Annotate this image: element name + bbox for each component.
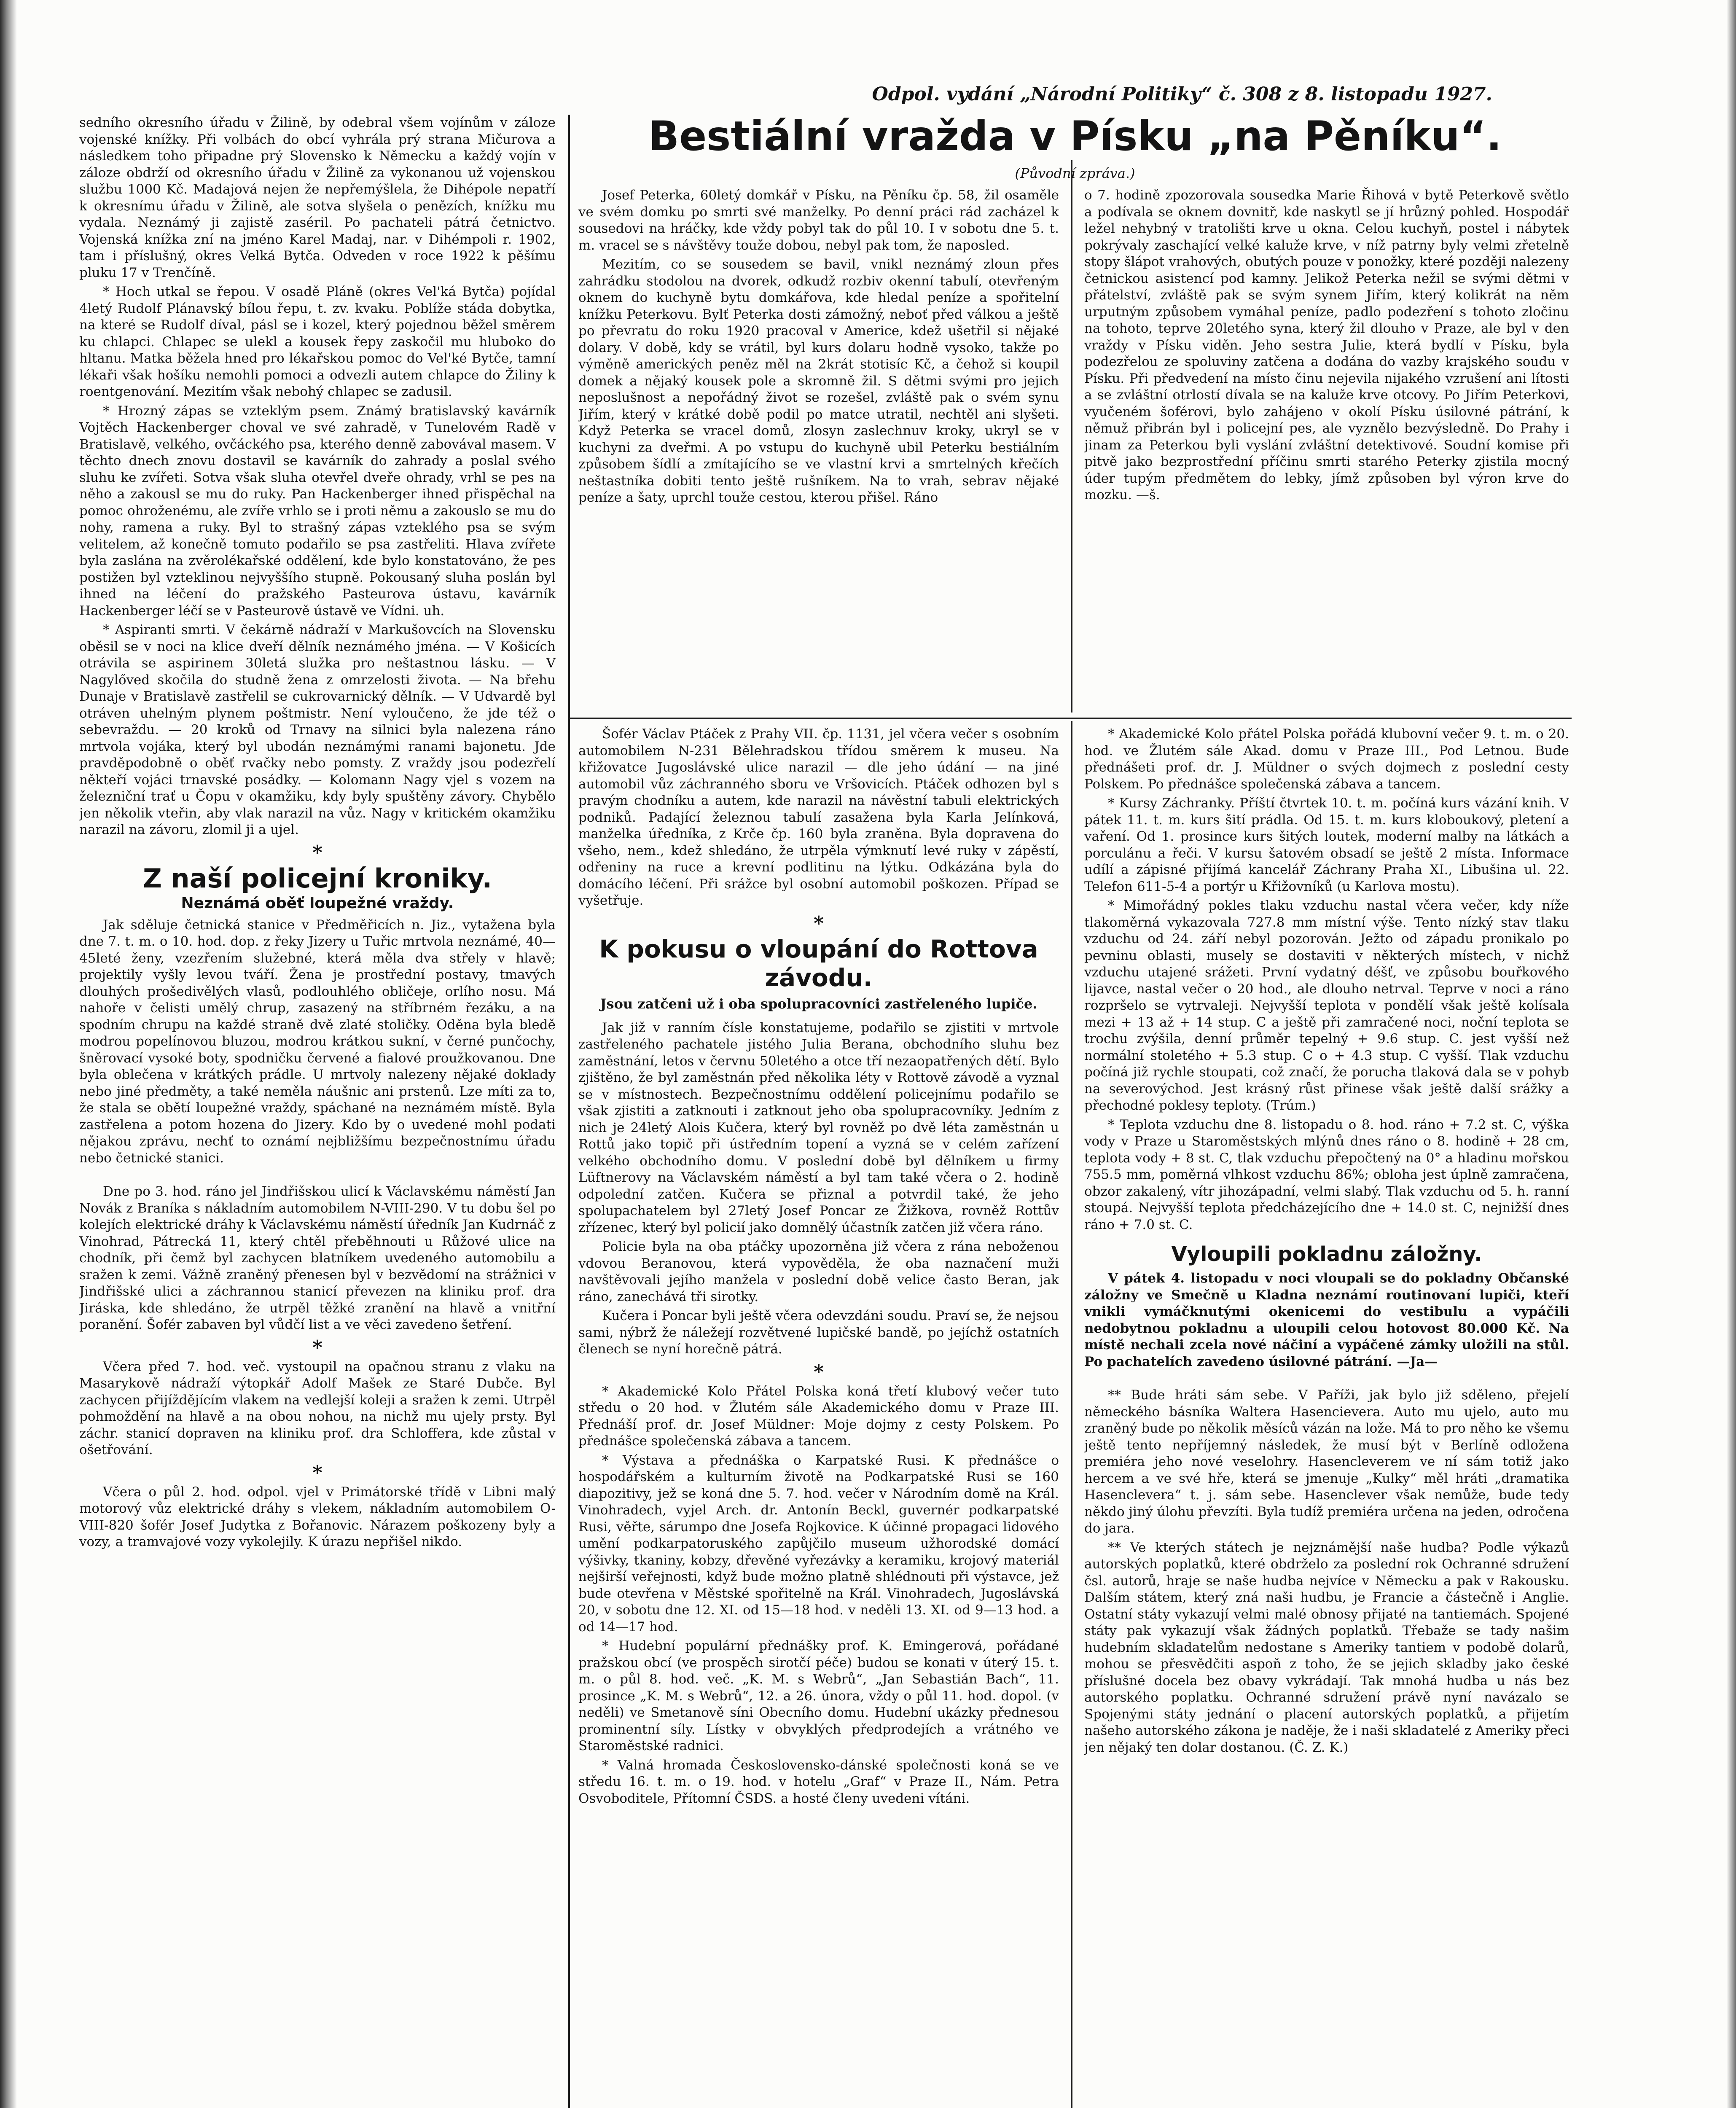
article-aspiranti-smrti: * Aspiranti smrti. V čekárně nádraží v Markušovcích na Slovensku oběsil se v noci na klice dveří dělník neznámého jména. — V Košicích otrávila se aspirinem 30letá služka pro neštastnou lásku. — V Nagylőved skočila do studně žena z omrzelosti života. — Na břehu Dunaje v Bratislavě zastřelil se cukrovarnický dělník. — V Udvardě byl otráven uhelným plynem poštmistr. Není vyloučeno, že jde též o sebevraždu. — 20 kroků od Trnavy na silnici byla nalezena ráno mrtvola vojáka, který byl ubodán neznámými ranami bajonetu. Jde pravděpodobně o oběť rvačky nebo pomsty. Z vraždy jsou podezřelí někteří vojáci trnavské posádky. — Kolomann Nagy vjel s vozem na železniční trať u Čopu v okamžiku, kdy byly spuštěny závory. Chybělo jen několik vteřin, aby vlak narazil na vůz. Nagy v kritickém okamžiku narazil na závoru, zlomil ji a ujel. xyxy=(79,622,556,837)
column-3-bottom xyxy=(1084,726,1569,2108)
notice-karpatska-rus: * Výstava a přednáška o Karpatské Rusi. K přednášce o hospodářském a kulturním životě na Podkarpatské Rusi se 160 diapozitivy, jež se koná dne 5. 7. hod. večer v Národním domě na Král. Vinohradech, vyjel Arch. dr. Antonín Beckl, guvernér podkarpatské Rusi, věřte, sárumpo dne Josefa Rojkovice. K účinné propagaci lidového umění podkarpatoruského zapůjčilo museum užhorodské domácí výšivky, tkaniny, kobzy, dřevěné vyřezávky a keramiku, krojový materiál nejširší veřejnosti, když bude možno platně shlédnouti při výstavce, jež bude otevřena v Městské spořitelně na Král. Vinohradech, Jugoslávská 20, v sobotu dne 12. XI. od 15—18 hod. v neděli 13. XI. od 9—13 hod. a od 14—17 hod. xyxy=(578,1452,1059,1635)
separator-star: * xyxy=(813,911,824,935)
scan-edge-right xyxy=(1727,0,1736,2108)
column-rule-1 xyxy=(568,115,570,2108)
article-neznama-obet: Jak sděluje četnická stanice v Předměřicích n. Jiz., vytažena byla dne 7. t. m. o 10. hod. dop. z řeky Jizery u Tuřic mrtvola neznámé, 40—45leté ženy, vzezřením služebné, která měla dva střely v hlavě; projektily vyšly levou tváří. Žena je prostřední postavy, tmavých dlouhých prošedivělých vlasů, podlouhlého obličeje, orlího nosu. Má nahoře v čelisti umělý chrup, zasazený na stříbrném řezáku, a na spodním chrupu na každé straně dvě zlaté stoličky. Oděna byla bledě modrou popelínovou bluzou, modrou krátkou sukní, v černé punčochy, šněrovací vysoké boty, spodničku červené a fialové proužkovanou. Dne byla oblečena v krátkých prádle. U mrtvoly nalezeny nějaké doklady nebo jiné předměty, a také neměla náušnic ani prstenů. Lze míti za to, že stala se obětí loupežné vraždy, spáchané na neznámém místě. Byla zastřelena a potom hozena do Jizery. Kdo by o uvedené mohl podati nějakou zprávu, nechť to oznámí nejbližšímu bezpečnostnímu úřadu nebo četnické stanici. xyxy=(79,917,556,1166)
notice-pokles-tlaku: * Mimořádný pokles tlaku vzduchu nastal včera večer, kdy níže tlakoměrná vykazovala 727.8 mm místní výše. Tento nízký stav tlaku vzduchu od 24. září nebyl pozorován. Ježto od západu pronikalo po pevninu oblasti, musely se dostaviti v některých místech, v nichž vzduchu utajené srážeti. První vydatný déšť, ve způsobu bouřkového lijavce, nastal večer o 20 hod., ale dlouho netrval. Teprve v noci a ráno rozpršelo se vytrvaleji. Nejvyšší teplota v pondělí však ještě kolísala mezi + 13 až + 14 stup. C a ještě při zamračené noci, noční teplota se trochu zvýšila, denní průměr tepelný + 9.6 stup. C. jest vyšší než normální stoletého + 5.3 stup. C o + 4.3 stup. C vyšší. Tlak vzduchu počíná již rychle stoupati, což značí, že porucha tlaková dala se v pohyb na severovýchod. Jest krásný růst přinese však ještě další srážky a přechodné poklesy teploty. (Trúm.) xyxy=(1084,898,1569,1113)
separator-star: * xyxy=(312,1336,323,1359)
column-2-bottom xyxy=(578,726,1059,2108)
article-voj-knizky: sedního okresního úřadu v Žilině, by odebral všem vojínům v záloze vojenské knížky. Při volbách do obcí vyhrála prý strana Mičurova a následkem toho připadne prý Slovensko k Německu a každý vojín v záloze obdrží od okresního úřadu v Žilině za vykonanou už vojenskou službu 1000 Kč. Madajová nejen že nepřemýšlela, že Dihépole nepatří k okresnímu úřadu v Žilině, ale sotva slyšela o penězích, knížku mu vydala. Neznámý ji zajistě zaséril. Po pachateli pátrá četnictvo. Vojenská knížka zní na jméno Karel Madaj, nar. v Dihémpoli r. 1902, tam i příslušný, okres Velká Bytča. Odveden v roce 1922 k pěšímu pluku 17 v Trenčíně. xyxy=(79,115,556,280)
notice-hudebni-prednasky: * Hudební populární přednášky prof. K. Emingerová, pořádané pražskou obcí (ve prospěch sirotčí péče) budou se konati v úterý 15. t. m. o půl 8. hod. več. „K. M. s Webrů“, „Jan Sebastián Bach“, 11. prosince „K. M. s Webrů“, 12. a 26. února, vždy o půl 11. hod. dopol. (v neděli) ve Smetanově síni Obecního domu. Hudební ukázky přednesou prominentní síly. Lístky v obvyklých předprodejích a vrátného ve Staroměstské radnici. xyxy=(578,1638,1059,1753)
byline-puvodni-zprava: (Původní zpráva.) xyxy=(1015,165,1135,181)
issue-header: Odpol. vydání „Národní Politiky“ č. 308 z 8. listopadu 1927. xyxy=(872,83,1492,105)
article-peterka-2: Mezitím, co se sousedem se bavil, vnikl neznámý zloun přes zahrádku stodolou na dvorek, odkudž rozbiv okenní tabulí, otevřeným oknem do kuchyně bytu domkářova, kde hledal peníze a spořitelní knížku Peterkovu. Bylť Peterka dosti zámožný, neboť před válkou a ještě po převratu do roku 1920 pracoval v Americe, kdež ušetřil si nějaké dolary. V době, kdy se vrátil, byl kurs dolaru hodně vysoko, takže po výměně amerických peněz měl na 2krát stotisíc Kč, a čehož si koupil domek a nějaký kousek pole a skromně žil. S dětmi svými pro jejich neposlušnost a nepořádný život se rozešel, zvláště pak o svém synu Jiřím, který v krátké době podil po matce utratil, nechtěl ani slyšeti. Když Peterka se vracel domů, zlosyn zaslechnuv kroky, ukryl se v kuchyni za dveřmi. A po vstupu do kuchyně ubil Peterku bestiálním způsobem šídlí a zmítajícího se ve vlastní krvi a smrtelných křečích neštastníka dobiti tento ještě rušníkem. Na to vrah, sebrav nějaké peníze a šaty, uprchl touže cestou, kterou přišel. Ráno xyxy=(578,257,1059,505)
article-kudrnac: Dne po 3. hod. ráno jel Jindřišskou ulicí k Václavskému náměstí Jan Novák z Braníka s nákladním automobilem N-VIII-290. V tu dobu šel po kolejích elektrické dráhy k Václavskému náměstí úředník Jan Kudrnáč z Vinohrad, Pátrecká 11, který chtěl přeběhnouti u Růžové ulice na chodník, při čemž byl zachycen blatníkem uvedeného automobilu a sražen k zemi. Vážně zraněný přenesen byl v bezvědomí na strážnici v Jindřišské ulici a záchrannou stanicí převezen na kliniku prof. dra Jiráska, kde shledáno, že utrpěl těžké zranění na hlavě a vnitřní poranění. Šofér zabaven byl vůdčí list a ve věci zavedeno šetření. xyxy=(79,1184,556,1332)
separator-star: * xyxy=(312,1461,323,1484)
scan-edge-left xyxy=(0,0,17,2108)
section-title-policejni-kronika: Z naší policejní kroniky. xyxy=(142,863,492,894)
article-nase-hudba: ** Ve kterých státech je nejznámější naše hudba? Podle výkazů autorských poplatků, které obdrželo za poslední rok Ochranné sdružení čsl. autorů, hraje se naše hudba nejvíce v Německu a pak v Rakousku. Dalším státem, který zná naši hudbu, je Francie a částečně i Anglie. Ostatní státy vykazují velmi malé obnosy přijaté na tantiemách. Spojené státy pak vykazují však žádných poplatků. Třebaže se tady našim hudebním skladatelům nedostane s Ameriky tantiem v podobě dolarů, mohou se přesvědčiti aspoň z toho, že se jejich skladby jako české příslušné docela bez obavy vykrádají. Tak mnohá hudba u nás bez autorského poplatku. Ochranné sdružení právě nyní navázalo se Spojenými státy jednání o placení autorských poplatků, a přijetím našeho autorského zákona je naděje, že i naši skladatelé z Ameriky přeci jen nějaký ten dolar dostanou. (Č. Z. K.) xyxy=(1084,1540,1569,1755)
column-rule-3 xyxy=(1071,721,1072,2108)
article-rott-1: Jak již v ranním čísle konstatujeme, podařilo se zjistiti v mrtvole zastřeleného pachatele jistého Julia Berana, obchodního sluhu bez zaměstnání, letos v červnu 50letého a otce tří nezaopatřených dětí. Bylo zjištěno, že byl zaměstnán před několika léty v Rottově závodě a vyznal se v místnostech. Bezpečnostnímu oddělení policejnímu podařilo se však zjistiti a zatknouti i zatknout jeho oba spolupracovníky. Jedním z nich je 24letý Alois Kučera, který byl rovněž po dvě léta zaměstnán u Rottů jako topič při ústředním topení a vyzná se v celém zařízení velkého obchodního domu. V poslední době byl dělníkem u firmy Lüftnerovy na Václavském náměstí a byl tam také včera o 2. hodině odpolední zatčen. Kučera se přiznal a potvrdil také, že jeho spolupachatelem byl 27letý Josef Poncar ze Žižkova, rovněž Rottův zřízenec, který byl policií jako domnělý účastník zatčen již včera ráno. xyxy=(578,1020,1059,1235)
article-peterka-3: o 7. hodině zpozorovala sousedka Marie Řihová v bytě Peterkově světlo a podívala se oknem dovnitř, kde naskytl se jí hrůzný pohled. Hospodář ležel nehybný v tratolišti krve u okna. Celou kuchyň, postel i nábytek pokrývaly zaschající velké kaluže krve, v níž patrny byly velmi zřetelně stopy šlápot vrahových, obutých pouze v ponožky, které později nalezeny četnickou asistencí pod kamny. Jelikož Peterka nežil se svými dětmi v přátelství, zvláště pak se svým synem Jiřím, který kolikrát na něm urputným způsobem vymáhal peníze, padlo podezření s tohoto zločinu na tohoto, teprve 20letého syna, který žil dlouho v Praze, ale byl v den vraždy v Písku viděn. Jeho sestra Julie, která bydlí v Písku, byla podezřelou ze spoluviny zatčena a dodána do vazby krajského soudu v Písku. Při předvedení na místo činu nejevila nijakého vzrušení ani lítosti a se zvláštní otrlostí dívala se na kaluže krve otcovy. Po Jiřím Peterkovi, vyučeném šoférovi, bylo zahájeno v okolí Písku úsilovné pátrání, k němuž přibrán byl i policejní pes, ale vyznělo bezvýsledně. Do Prahy i jinam za Peterkou byli vyslání zvláštní detektivové. Soudní komise při pitvě jako bezprostřední příčinu smrti starého Peterky zjistila mocný úder tupým předmětem do lebky, jímž způsoben byl výron krve do mozku. —š. xyxy=(1084,188,1569,503)
article-rott-3: Kučera i Poncar byli ještě včera odevzdáni soudu. Praví se, že nejsou sami, nýbrž že náležejí rozvětvené lupičské bandě, po jejíchž ostatních členech se nyní horečně pátrá. xyxy=(578,1308,1059,1357)
article-peterka-1: Josef Peterka, 60letý domkář v Písku, na Pěníku čp. 58, žil osaměle ve svém domku po smrti své manželky. Po denní práci rád zacházel k sousedovi na hráčky, kde vždy pobyl tak do půl 10. I v sobotu dne 5. t. m. vracel se s návštěvy touže dobou, nebyl pak tom, že naposled. xyxy=(578,188,1059,253)
notice-kolo-pratel-polska: * Akademické Kolo přátel Polska pořádá klubovní večer 9. t. m. o 20. hod. ve Žlutém sále Akad. domu v Praze III., Pod Letnou. Bude přednášeti prof. dr. J. Müldner o svých dojmech z poslední cesty Polskem. Po přednášce společenská zábava a tancem. xyxy=(1084,726,1569,792)
notice-kursy-zachranky: * Kursy Záchranky. Příští čtvrtek 10. t. m. počíná kurs vázání knih. V pátek 11. t. m. kurs šití prádla. Od 15. t. m. kurs kloboukový, pletení a vaření. Od 1. prosince kurs šitých loutek, moderní malby na látkách a porculánu a řeči. V kursu šatovém obsadí se ještě 2 místa. Informace udílí a zápisné přijímá kancelář Záchrany Praha XI., Libušina ul. 22. Telefon 611-5-4 a portýr u Křižovníků (u Karlova mostu). xyxy=(1084,796,1569,894)
section-subtitle-neznama-obet: Neznámá oběť loupežné vraždy. xyxy=(181,894,454,912)
notice-valna-hromada: * Valná hromada Československo-dánské společnosti koná se ve středu 16. t. m. o 19. hod. v hotelu „Graf“ v Praze II., Nám. Petra Osvoboditele, Přítomní ČSDS. a hosté členy uvedeni vítáni. xyxy=(578,1757,1059,1806)
article-hoch-repou: * Hoch utkal se řepou. V osadě Pláně (okres Vel'ká Bytča) pojídal 4letý Rudolf Plánavský bílou řepu, t. zv. kvaku. Poblíže stáda dobytka, na které se Rudolf díval, pásl se i kozel, který pojednou běžel směrem ku chlapci. Chlapec se ulekl a kousek řepy zaskočil mu hluboko do hltanu. Matka běžela hned pro lékařskou pomoc do Vel'ké Bytče, tamní lékaři však hošíku nemohli pomoci a odvezli autem chlapce do Žiliny k roentgenování. Mezitím však nebohý chlapec se zadusil. xyxy=(79,284,556,399)
article-zapas-se-psem: * Hrozný zápas se vzteklým psem. Známý bratislavský kavárník Vojtěch Hackenberger choval ve své zahradě, v Tunelovém Radě v Bratislavě, velkého, ovčáckého psa, kterého denně zabovával masem. V těchto dnech znovu dostavil se kavárník do zahrady a poslal svého sluhu ke zvířeti. Sotva však sluha otevřel dveře ohrady, vrhl se pes na něho a zakousl se mu do ruky. Pan Hackenberger ihned přispěchal na pomoc ohroženému, ale zvíře vrhlo se i proti němu a zakouslo se mu do nohy, ramena a ruky. Byl to strašný zápas vzteklého psa se svým velitelem, až konečně tomuto podařilo se psa zastřeliti. Hlava zvířete byla zaslána na zvěrolékařské oddělení, kde bylo konstatováno, že pes postižen byl vzteklinou nejvyššího stupně. Pokousaný sluha poslán byl ihned na léčení do pražského Pasteurova ústavu, kavárník Hackenberger léčí se v Pasteurově ústavě ve Vídni. uh. xyxy=(79,403,556,618)
section-title-rottuv-zavod: K pokusu o vloupání do Rottova závodu. xyxy=(599,934,1038,992)
article-hasenclever: ** Bude hráti sám sebe. V Paříži, jak bylo již sděleno, přejelí německého básníka Waltera Hasencievera. Auto mu ujelo, auto mu zraněný bude po několik měsíců vázán na lože. Má to pro něho ke všemu ještě tento nepříjemný následek, že musí být v Berlíně odložena premiéra jeho nové veselohry. Hasencleverem ve ní sám totiž jako hercem a ve své hře, která se jmenuje „Kulky“ měl hráti „dramatika Hasenclevera“ t. j. sám sebe. Hasenclever však nemůže, bude tedy někdo jiný úlohu převzíti. Byla tudíž premiéra určena na jeden, odročena do jara. xyxy=(1084,1387,1569,1536)
section-title-pokladna: Vyloupili pokladnu záložny. xyxy=(1171,1242,1482,1266)
separator-star: * xyxy=(312,841,323,864)
notice-teplota-vzduchu: * Teplota vzduchu dne 8. listopadu o 8. hod. ráno + 7.2 st. C, výška vody v Praze u Staroměstských mlýnů dnes ráno o 8. hodině + 28 cm, teplota vody + 8 st. C, tlak vzduchu přepočtený na 0° a hladinu mořskou 755.5 mm, poměrná vlhkost vzduchu 86%; obloha jest úplně zamračena, obzor zakalený, vítr jihozápadní, velmi slabý. Tlak vzduchu od 5. h. ranní stoupá. Nejvyšší teplota předcházejícího dne + 14.0 st. C, nejnižší dnes ráno + 7.0 st. C. xyxy=(1084,1117,1569,1232)
separator-star: * xyxy=(813,1360,824,1383)
column-2-top xyxy=(578,187,1059,714)
headline-bestialni-vrazda: Bestiální vražda v Písku „na Pěníku“. xyxy=(648,113,1502,160)
article-ptacek: Šofér Václav Ptáček z Prahy VII. čp. 1131, jel včera večer s osobním automobilem N-231 Bělehradskou třídou směrem k museu. Na křižovatce Jugoslávské ulice narazil — dle jeho údání — na jiné automobil vůz záchranného sboru ve Vršovicích. Ptáček odhozen byl s pravým chodníku a autem, kde narazil na návěstní tabuli elektrických podniků. Padající železnou tabulí zasažena byla Karla Jelínková, manželka úředníka, z Krče čp. 160 byla zraněna. Byla dopravena do všeho, nem., kdež shledáno, že utrpěla výmknutí levé ruky v zápěstí, odřeniny na ruce a krevní podlitinu na lýtku. Odkázána byla do domácího léčení. Při srážce byl osobní automobil poškozen. Případ se vyšetřuje. xyxy=(578,726,1059,908)
notice-akademicke-kolo: * Akademické Kolo Přátel Polska koná třetí klubový večer tuto středu o 20 hod. v Žlutém sále Akademického domu v Praze III. Přednáší prof. dr. Josef Müldner: Moje dojmy z cesty Polskem. Po přednášce společenská zábava a tancem. xyxy=(578,1383,1059,1449)
article-libne: Včera o půl 2. hod. odpol. vjel v Primátorské třídě v Libni malý motorový vůz elektrické dráhy s vlekem, nákladním automobilem O-VIII-820 šofér Josef Judytka z Bořanovic. Nárazem poškozeny byly a vozy, a tramvajové vozy vykolejily. K úrazu nepřišel nikdo. xyxy=(79,1484,556,1549)
deck-zatceni: Jsou zatčeni už i oba spolupracovníci zastřeleného lupiče. xyxy=(600,995,1037,1012)
article-masek: Včera před 7. hod. več. vystoupil na opačnou stranu z vlaku na Masarykově nádraží výtopkář Adolf Mašek ze Staré Dubče. Byl zachycen přijíždějícím vlakem na vedlejší koleji a sražen k zemi. Utrpěl pohmoždění na hlavě a na obou nohou, na nichž mu ujely prsty. Byl záchr. stanicí dopraven na kliniku prof. dra Schloffera, kde zůstal v ošetřování. xyxy=(79,1359,556,1457)
article-smecno: V pátek 4. listopadu v noci vloupali se do pokladny Občanské záložny ve Smečně u Kladna neznámí routinovaní lupiči, kteří vnikli vymáčknutými okenicemi do vestibulu a vypáčili nedobytnou pokladnu a uloupili celou hotovost 80.000 Kč. Na místě nechali zcela nové náčiní a vypáčené zámky uložili na stůl. Po pachatelích zavedeno úsilovné pátrání. —Ja— xyxy=(1084,1271,1569,1369)
horizontal-rule-top xyxy=(568,718,1572,719)
article-rott-2: Policie byla na oba ptáčky upozorněna již včera z rána neboženou vdovou Beranovou, která vypověděla, že oba naznačení muži navštěvovali jejího manžela v poslední době velice často Beran, jak ráno, zanechává tři sirotky. xyxy=(578,1239,1059,1304)
column-rule-2 xyxy=(1071,160,1072,713)
column-1 xyxy=(79,115,556,2108)
column-3-top xyxy=(1084,187,1569,714)
